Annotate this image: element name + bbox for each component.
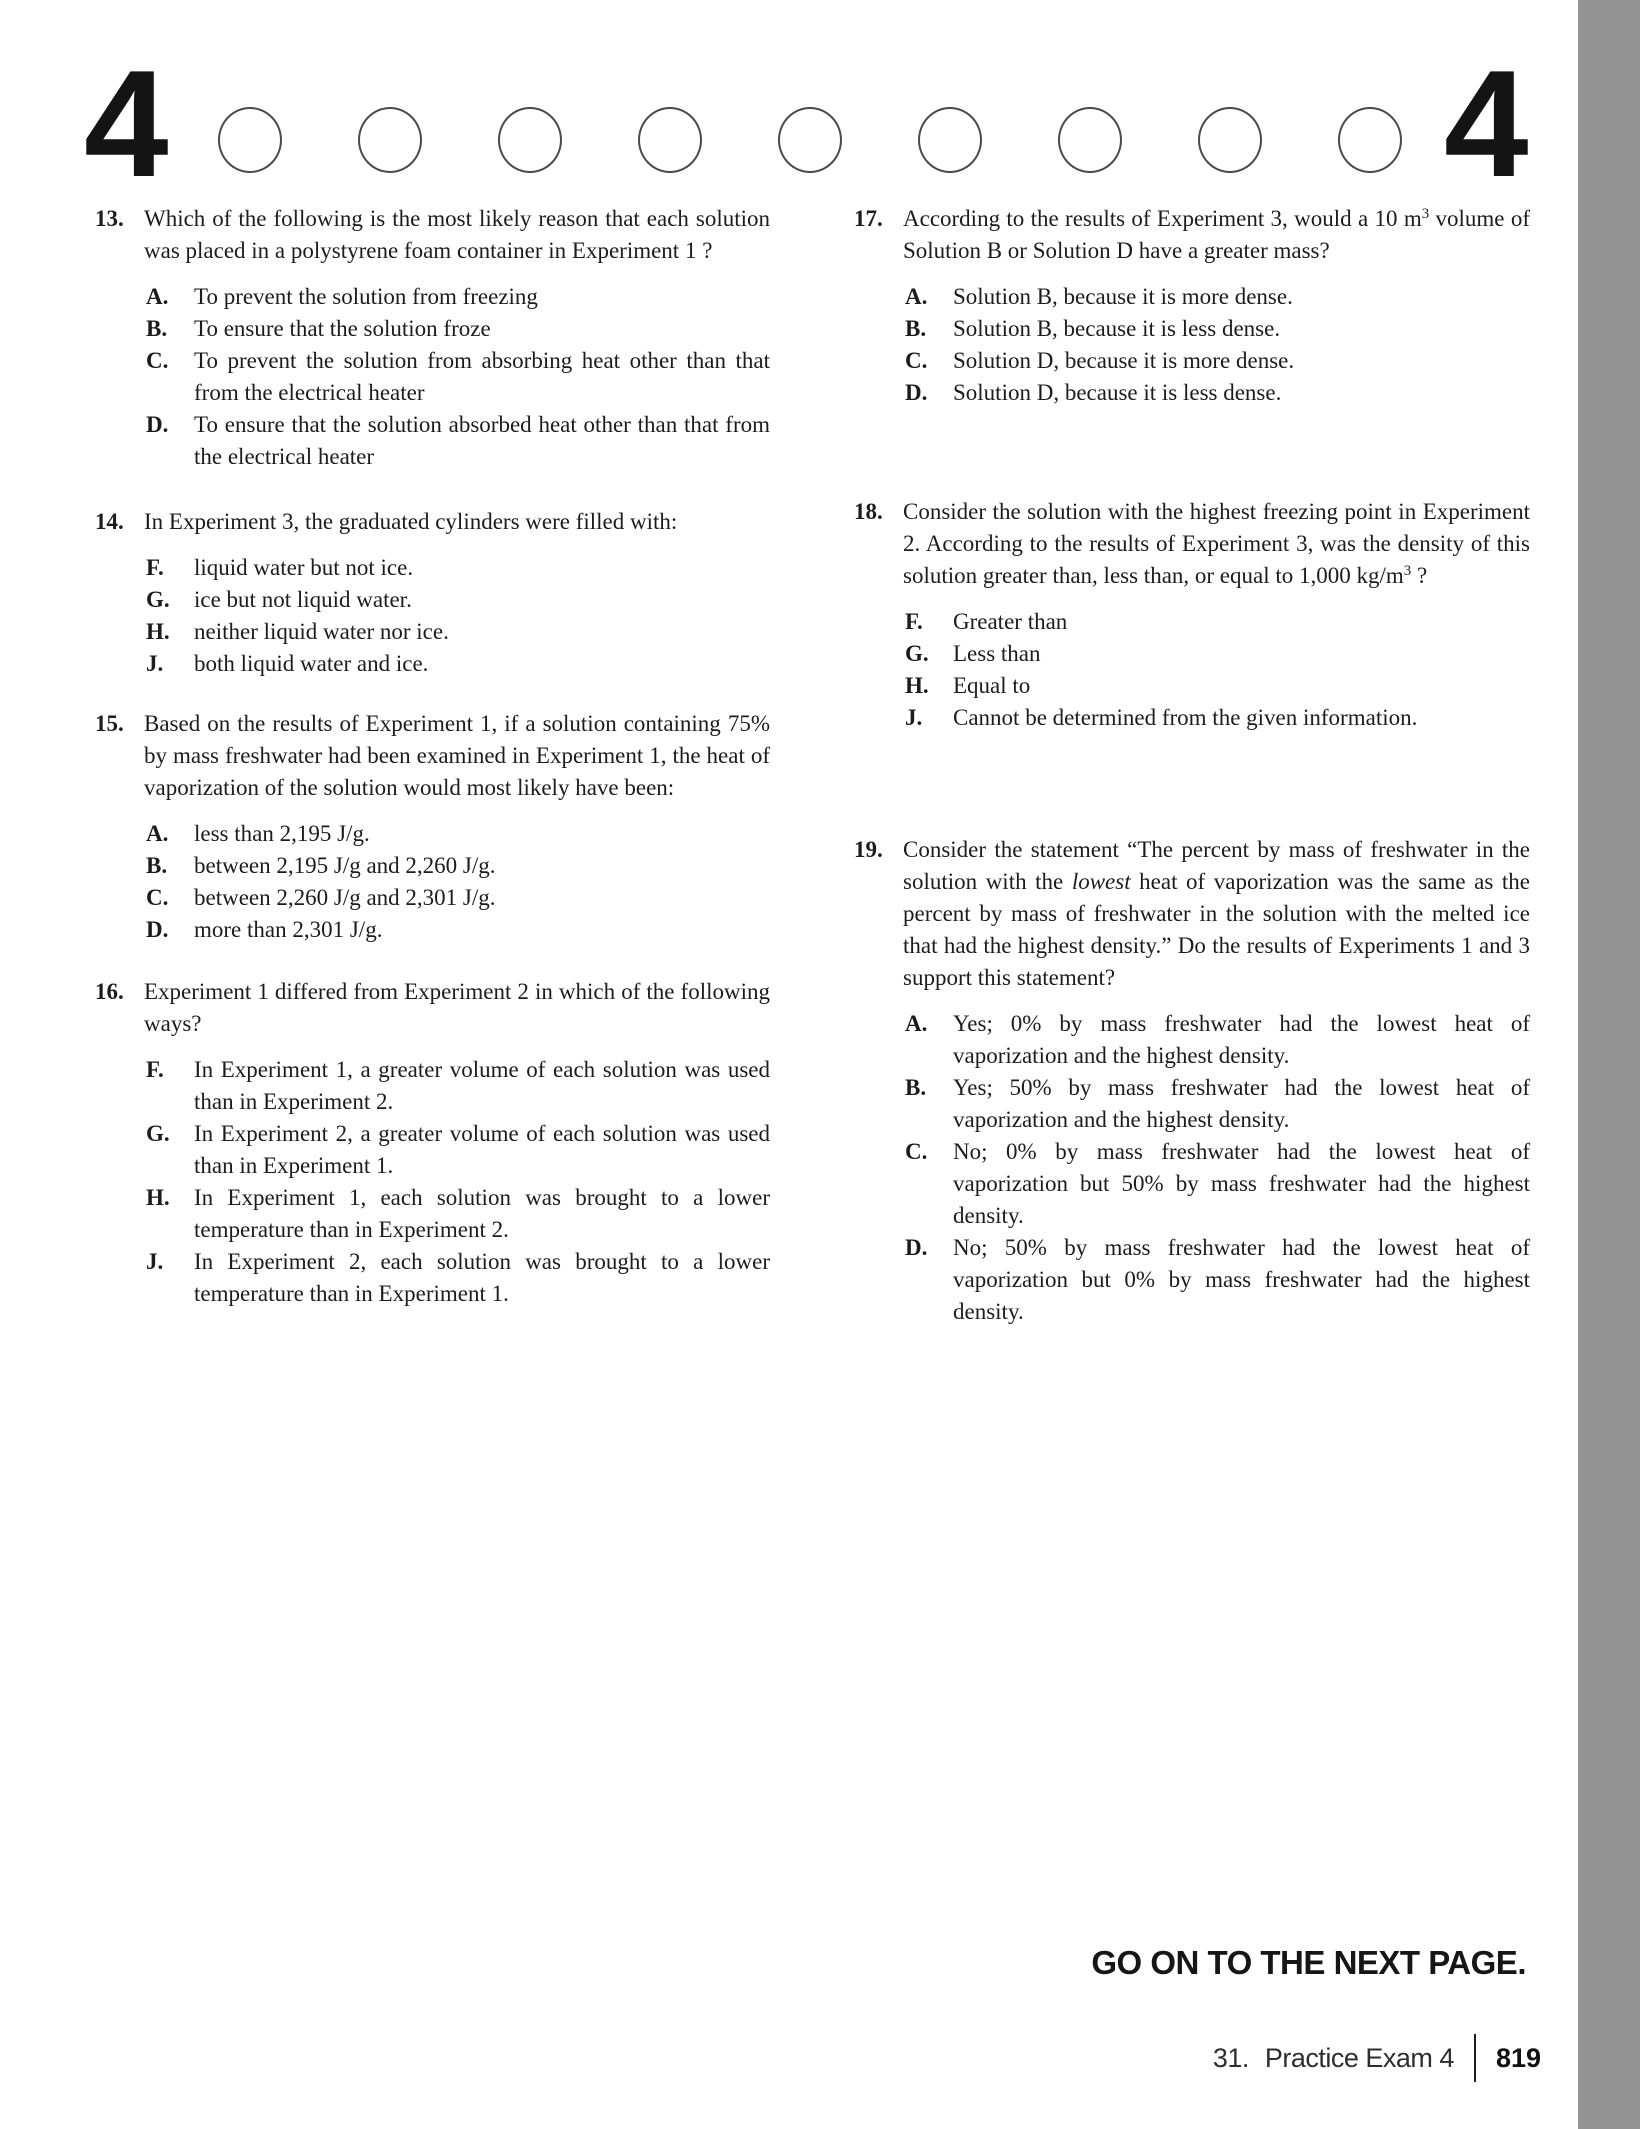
right-column <box>854 203 1530 1328</box>
answer-bubble <box>1198 107 1262 173</box>
option-letter: H. <box>905 673 929 698</box>
superscript: 3 <box>1421 205 1430 222</box>
answer-option <box>144 313 770 345</box>
question-stem: Which of the following is the most likely reason that each solution was placed in a polystyrene foam container in Experiment 1 ? <box>144 206 770 263</box>
left-column <box>95 203 770 1310</box>
option-letter: A. <box>905 1011 928 1036</box>
option-letter: F. <box>146 1057 164 1082</box>
option-letter: C. <box>146 885 169 910</box>
question-stem <box>903 834 1530 994</box>
question-number: 16. <box>95 979 124 1004</box>
option-letter: J. <box>146 1249 164 1274</box>
option-text: neither liquid water nor ice. <box>194 619 449 644</box>
option-letter: H. <box>146 619 170 644</box>
option-text: No; 50% by mass freshwater had the lowest heat of vaporization but 0% by mass freshwater had the highest density. <box>953 1235 1530 1324</box>
option-text: In Experiment 1, each solution was brought to a lower temperature than in Experiment 2. <box>194 1185 770 1242</box>
options-list <box>903 606 1530 734</box>
answer-bubble <box>218 107 282 173</box>
answer-option <box>144 281 770 313</box>
question-19 <box>854 834 1530 1328</box>
answer-bubble <box>778 107 842 173</box>
answer-option <box>144 1118 770 1182</box>
answer-bubble <box>918 107 982 173</box>
option-text: liquid water but not ice. <box>194 555 414 580</box>
answer-bubble <box>358 107 422 173</box>
answer-option <box>903 1232 1530 1328</box>
option-letter: D. <box>146 917 169 942</box>
answer-option <box>903 1008 1530 1072</box>
footer-divider <box>1474 2034 1476 2082</box>
option-text: between 2,260 J/g and 2,301 J/g. <box>194 885 496 910</box>
options-list <box>903 1008 1530 1328</box>
option-text: Equal to <box>953 673 1031 698</box>
answer-option <box>144 648 770 680</box>
stem-text: ? <box>1411 563 1428 588</box>
answer-bubble <box>498 107 562 173</box>
footer <box>1213 2034 1541 2082</box>
answer-bubble <box>1058 107 1122 173</box>
option-letter: J. <box>146 651 164 676</box>
option-letter: D. <box>146 412 169 437</box>
question-18 <box>854 496 1530 734</box>
option-text: ice but not liquid water. <box>194 587 412 612</box>
question-number: 13. <box>95 206 124 231</box>
superscript: 3 <box>1403 562 1412 579</box>
answer-option <box>144 914 770 946</box>
options-list <box>144 281 770 473</box>
answer-option <box>903 1072 1530 1136</box>
question-number: 14. <box>95 509 124 534</box>
page-edge-bar <box>1578 0 1640 2129</box>
option-letter: B. <box>905 1075 927 1100</box>
answer-option <box>144 818 770 850</box>
option-text: more than 2,301 J/g. <box>194 917 383 942</box>
option-text: Solution D, because it is less dense. <box>953 380 1282 405</box>
answer-option <box>144 552 770 584</box>
answer-option <box>144 1054 770 1118</box>
answer-option <box>144 882 770 914</box>
option-letter: C. <box>905 348 928 373</box>
option-text: To ensure that the solution absorbed heat other than that from the electrical heater <box>194 412 770 469</box>
option-letter: C. <box>905 1139 928 1164</box>
option-letter: C. <box>146 348 169 373</box>
option-letter: H. <box>146 1185 170 1210</box>
option-text: Solution B, because it is more dense. <box>953 284 1293 309</box>
stem-text: According to the results of Experiment 3, would a 10 m <box>903 206 1422 231</box>
answer-option <box>903 345 1530 377</box>
answer-option <box>144 409 770 473</box>
option-letter: D. <box>905 1235 928 1260</box>
option-letter: B. <box>146 853 168 878</box>
answer-bubble <box>638 107 702 173</box>
question-17 <box>854 203 1530 409</box>
answer-option <box>144 1182 770 1246</box>
go-on-instruction: GO ON TO THE NEXT PAGE. <box>1091 1944 1526 1981</box>
option-text: In Experiment 2, a greater volume of each solution was used than in Experiment 1. <box>194 1121 770 1178</box>
option-text: No; 0% by mass freshwater had the lowest heat of vaporization but 50% by mass freshwater had the highest density. <box>953 1139 1530 1228</box>
stem-text: volume of Solution B or Solution D have a greater mass? <box>903 206 1530 263</box>
answer-option <box>903 281 1530 313</box>
options-list <box>144 818 770 946</box>
answer-option <box>903 638 1530 670</box>
answer-option <box>903 313 1530 345</box>
question-stem <box>903 496 1530 592</box>
form-number-right: 4 <box>1444 39 1525 209</box>
option-text: Yes; 50% by mass freshwater had the lowest heat of vaporization and the highest density. <box>953 1075 1530 1132</box>
footer-book-index: 31. <box>1212 2042 1249 2073</box>
option-text: To prevent the solution from freezing <box>194 284 538 309</box>
footer-page-number: 819 <box>1495 2042 1541 2073</box>
stem-text: Consider the statement “The percent by mass of freshwater in the solution with the <box>903 837 1530 894</box>
question-13 <box>95 203 770 473</box>
option-letter: B. <box>905 316 927 341</box>
form-number-left: 4 <box>84 39 165 209</box>
question-stem: Based on the results of Experiment 1, if a solution containing 75% by mass freshwater had been examined in Experiment 1, the heat of vaporization of the solution would most likely have been: <box>144 711 770 800</box>
options-list <box>144 1054 770 1310</box>
answer-option <box>144 1246 770 1310</box>
question-stem <box>903 203 1530 267</box>
options-list <box>903 281 1530 409</box>
option-text: To ensure that the solution froze <box>194 316 491 341</box>
question-number: 17. <box>854 206 883 231</box>
option-text: Greater than <box>953 609 1068 634</box>
answer-option <box>903 1136 1530 1232</box>
answer-option <box>903 606 1530 638</box>
answer-option <box>144 345 770 409</box>
option-letter: F. <box>146 555 164 580</box>
option-text: between 2,195 J/g and 2,260 J/g. <box>194 853 496 878</box>
question-15 <box>95 708 770 946</box>
option-letter: F. <box>905 609 923 634</box>
options-list <box>144 552 770 680</box>
option-letter: D. <box>905 380 928 405</box>
option-text: To prevent the solution from absorbing heat other than that from the electrical heater <box>194 348 770 405</box>
option-letter: B. <box>146 316 168 341</box>
answer-option <box>144 584 770 616</box>
option-letter: A. <box>146 821 169 846</box>
option-text: less than 2,195 J/g. <box>194 821 370 846</box>
option-letter: G. <box>905 641 929 666</box>
option-text: Cannot be determined from the given information. <box>953 705 1418 730</box>
answer-bubble <box>1338 107 1402 173</box>
option-text: both liquid water and ice. <box>194 651 429 676</box>
answer-option <box>144 850 770 882</box>
option-text: Solution B, because it is less dense. <box>953 316 1281 341</box>
stem-italic-text: lowest <box>1071 869 1131 894</box>
option-text: In Experiment 1, a greater volume of each solution was used than in Experiment 2. <box>194 1057 770 1114</box>
answer-option <box>144 616 770 648</box>
stem-text: heat of vaporization was the same as the percent by mass of freshwater in the solution with the melted ice that had the highest density.” Do the results of Experiments 1 and 3 support this statement? <box>903 869 1530 990</box>
answer-option <box>903 377 1530 409</box>
option-text: In Experiment 2, each solution was brought to a lower temperature than in Experiment 1. <box>194 1249 770 1306</box>
option-letter: A. <box>146 284 169 309</box>
answer-option <box>903 670 1530 702</box>
question-number: 15. <box>95 711 124 736</box>
question-14 <box>95 506 770 680</box>
question-number: 19. <box>854 837 883 862</box>
option-letter: A. <box>905 284 928 309</box>
question-stem: In Experiment 3, the graduated cylinders were filled with: <box>144 509 678 534</box>
question-number: 18. <box>854 499 883 524</box>
option-letter: J. <box>905 705 923 730</box>
answer-option <box>903 702 1530 734</box>
option-text: Solution D, because it is more dense. <box>953 348 1295 373</box>
stem-text: Consider the solution with the highest freezing point in Experiment 2. According to the results of Experiment 3, was the density of this solution greater than, less than, or equal to 1,000 kg/m <box>903 499 1530 588</box>
question-stem: Experiment 1 differed from Experiment 2 in which of the following ways? <box>144 979 770 1036</box>
option-text: Yes; 0% by mass freshwater had the lowest heat of vaporization and the highest density. <box>953 1011 1530 1068</box>
option-text: Less than <box>953 641 1041 666</box>
question-16 <box>95 976 770 1310</box>
footer-exam-label: Practice Exam 4 <box>1264 2042 1454 2073</box>
option-letter: G. <box>146 587 170 612</box>
option-letter: G. <box>146 1121 170 1146</box>
